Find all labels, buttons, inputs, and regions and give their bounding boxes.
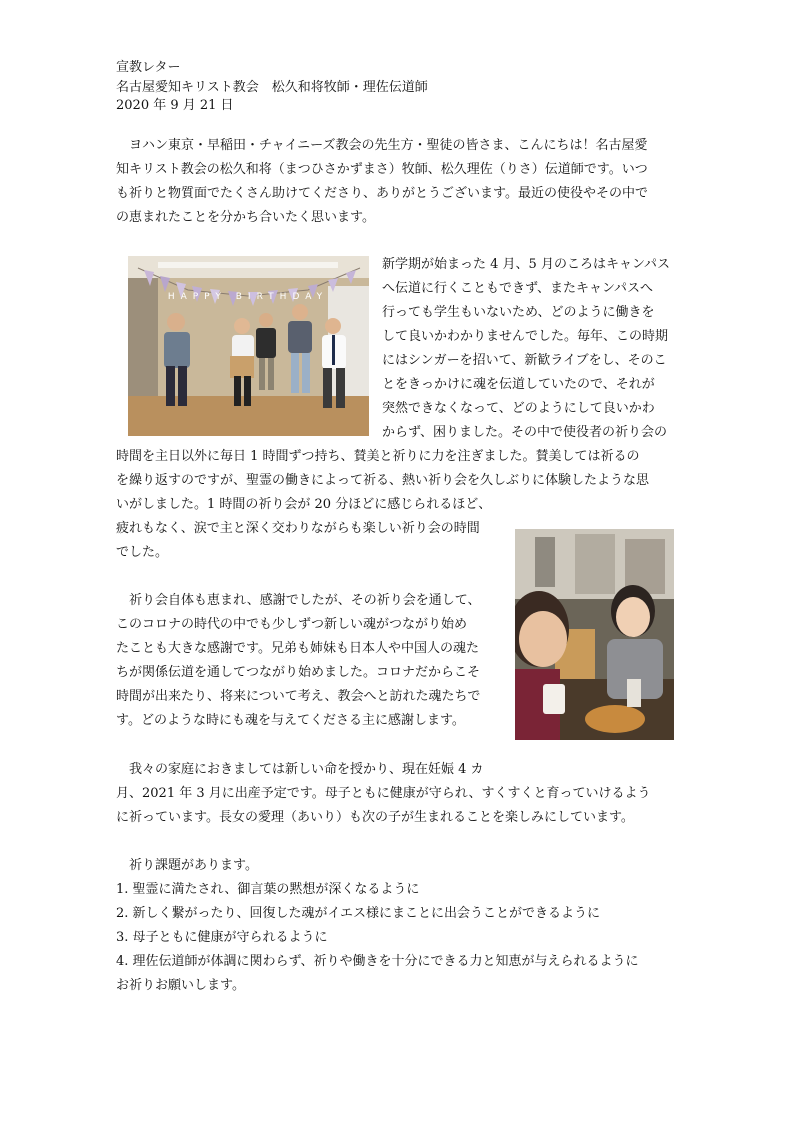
banner-text: HAPPY BIRTHDAY bbox=[167, 292, 329, 302]
birthday-group-photo bbox=[128, 256, 369, 436]
text-line: も祈りと物質面でたくさん助けてくださり、ありがとうございます。最近の使役やその中で bbox=[116, 186, 648, 201]
prayer-item: 1. 聖霊に満たされ、御言葉の黙想が深くなるように bbox=[116, 882, 420, 897]
text-line: 時間を主日以外に毎日 1 時間ずつ持ち、賛美と祈りに力を注ぎました。賛美しては祈るの bbox=[116, 449, 640, 464]
text-line: からず、困りました。その中で使役者の祈り会の bbox=[382, 425, 667, 440]
prayer-item: 4. 理佐伝道師が体調に関わらず、祈りや働きを十分にできる力と知恵が与えられるように bbox=[116, 954, 639, 969]
prayer-item: 3. 母子ともに健康が守られるように bbox=[116, 930, 328, 945]
text-line: 疲れもなく、涙で主と深く交わりながらも楽しい祈り会の時間 bbox=[116, 521, 480, 536]
text-line: の恵まれたことを分かち合いたく思います。 bbox=[116, 210, 375, 225]
text-line: ちが関係伝道を通してつながり始めました。コロナだからこそ bbox=[116, 665, 481, 680]
text-line: 突然できなくなって、どのようにして良いかわ bbox=[382, 401, 655, 416]
text-line: いがしました。1 時間の祈り会が 20 分ほどに感じられるほど、 bbox=[116, 497, 492, 512]
letter-date: 2020 年 9 月 21 日 bbox=[116, 98, 234, 113]
text-line: 新学期が始まった 4 月、5 月のころはキャンパス bbox=[382, 257, 671, 272]
letter-title: 宣教レター bbox=[116, 60, 181, 75]
text-line: にはシンガーを招いて、新歓ライブをし、そのこ bbox=[382, 353, 667, 368]
text-line: を繰り返すのですが、聖霊の働きによって祈る、熱い祈り会を久しぶりに体験したような思 bbox=[116, 473, 650, 488]
text-line: 行っても学生もいないため、どのように働きを bbox=[382, 305, 655, 320]
prayer-heading: 祈り課題があります。 bbox=[116, 858, 258, 873]
church-and-authors: 名古屋愛知キリスト教会 松久和将牧師・理佐伝道師 bbox=[116, 80, 428, 95]
text-line: 我々の家庭におきましては新しい命を授かり、現在妊娠 4 カ bbox=[116, 762, 484, 777]
text-line: 時間が出来たり、将来について考え、教会へと訪れた魂たちで bbox=[116, 689, 481, 704]
text-line: す。どのような時にも魂を与えてくださる主に感謝します。 bbox=[116, 713, 465, 728]
text-line: たことも大きな感謝です。兄弟も姉妹も日本人や中国人の魂た bbox=[116, 641, 479, 656]
text-line: 知キリスト教会の松久和将（まつひさかずまさ）牧師、松久理佐（りさ）伝道師です。いつ bbox=[116, 162, 648, 177]
text-line: へ伝道に行くこともできず、またキャンパスへ bbox=[382, 281, 654, 296]
text-line: でした。 bbox=[116, 545, 169, 560]
prayer-closing: お祈りお願いします。 bbox=[116, 978, 245, 993]
text-line: このコロナの時代の中でも少しずつ新しい魂がつながり始め bbox=[116, 617, 468, 632]
text-line: 祈り会自体も恵まれ、感謝でしたが、その祈り会を通して、 bbox=[116, 593, 481, 608]
text-line: して良いかわかりませんでした。毎年、この時期 bbox=[382, 329, 669, 344]
text-line: とをきっかけに魂を伝道していたので、それが bbox=[382, 377, 655, 392]
text-line: 月、2021 年 3 月に出産予定です。母子ともに健康が守られ、すくすくと育っていけるよう bbox=[116, 786, 651, 801]
text-line: に祈っています。長女の愛理（あいり）も次の子が生まれることを楽しみにしています。 bbox=[116, 810, 634, 825]
text-line: ヨハン東京・早稲田・チャイニーズ教会の先生方・聖徒の皆さま、こんにちは！名古屋愛 bbox=[116, 138, 648, 153]
selfie-photo bbox=[515, 529, 674, 740]
prayer-item: 2. 新しく繋がったり、回復した魂がイエス様にまことに出会うことができるように bbox=[116, 906, 601, 921]
